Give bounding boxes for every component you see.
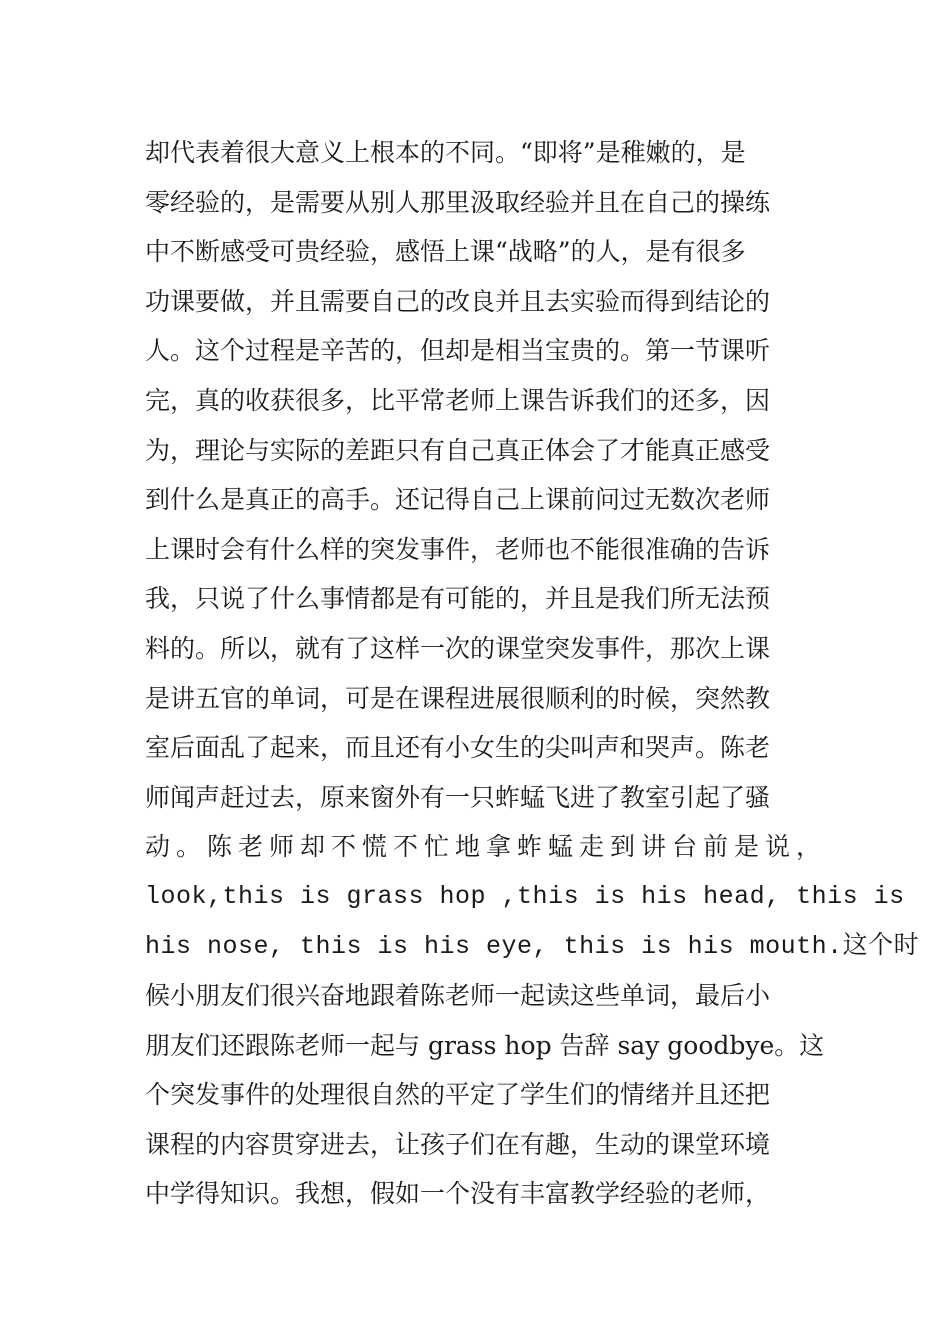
text-line: 课程的内容贯穿进去，让孩子们在有趣，生动的课堂环境 [145, 1129, 771, 1159]
text-line: 师闻声赶过去，原来窗外有一只蚱蜢飞进了教室引起了骚 [145, 782, 771, 812]
text-line: his nose, this is his eye, this is his mouth.这个时 [145, 931, 920, 961]
text-line: 中不断感受可贵经验，感悟上课“战略”的人，是有很多 [145, 237, 746, 267]
text-line: 候小朋友们很兴奋地跟着陈老师一起读这些单词，最后小 [145, 981, 771, 1011]
text-line: 上课时会有什么样的突发事件，老师也不能很准确的告诉 [145, 534, 771, 564]
text-line: 室后面乱了起来，而且还有小女生的尖叫声和哭声。陈老 [145, 733, 771, 763]
text-line: look,this is grass hop ,this is his head, this is [145, 881, 905, 911]
text-line: 是讲五官的单词，可是在课程进展很顺利的时候，突然教 [145, 683, 771, 713]
text-line: 料的。所以，就有了这样一次的课堂突发事件，那次上课 [145, 633, 771, 663]
text-line: 零经验的，是需要从别人那里汲取经验并且在自己的操练 [145, 187, 771, 217]
text-line: 为，理论与实际的差距只有自己真正体会了才能真正感受 [145, 435, 771, 465]
text-line: 人。这个过程是辛苦的，但却是相当宝贵的。第一节课听 [145, 336, 771, 366]
text-line: 功课要做，并且需要自己的改良并且去实验而得到结论的 [145, 286, 771, 316]
text-line: 朋友们还跟陈老师一起与 grass hop 告辞 say goodbye。这 [145, 1030, 825, 1060]
text-line: 我，只说了什么事情都是有可能的，并且是我们所无法预 [145, 584, 771, 614]
text-line: 个突发事件的处理很自然的平定了学生们的情绪并且还把 [145, 1080, 771, 1110]
text-line: 到什么是真正的高手。还记得自己上课前问过无数次老师 [145, 485, 771, 515]
text-line: 动。陈老师却不慌不忙地拿蚱蜢走到讲台前是说， [145, 832, 828, 862]
text-line: 中学得知识。我想，假如一个没有丰富教学经验的老师， [145, 1179, 771, 1209]
body-text [145, 128, 920, 1219]
text-line: 却代表着很大意义上根本的不同。“即将”是稚嫩的，是 [145, 138, 746, 167]
text-line: 完，真的收获很多，比平常老师上课告诉我们的还多，因 [145, 385, 771, 415]
